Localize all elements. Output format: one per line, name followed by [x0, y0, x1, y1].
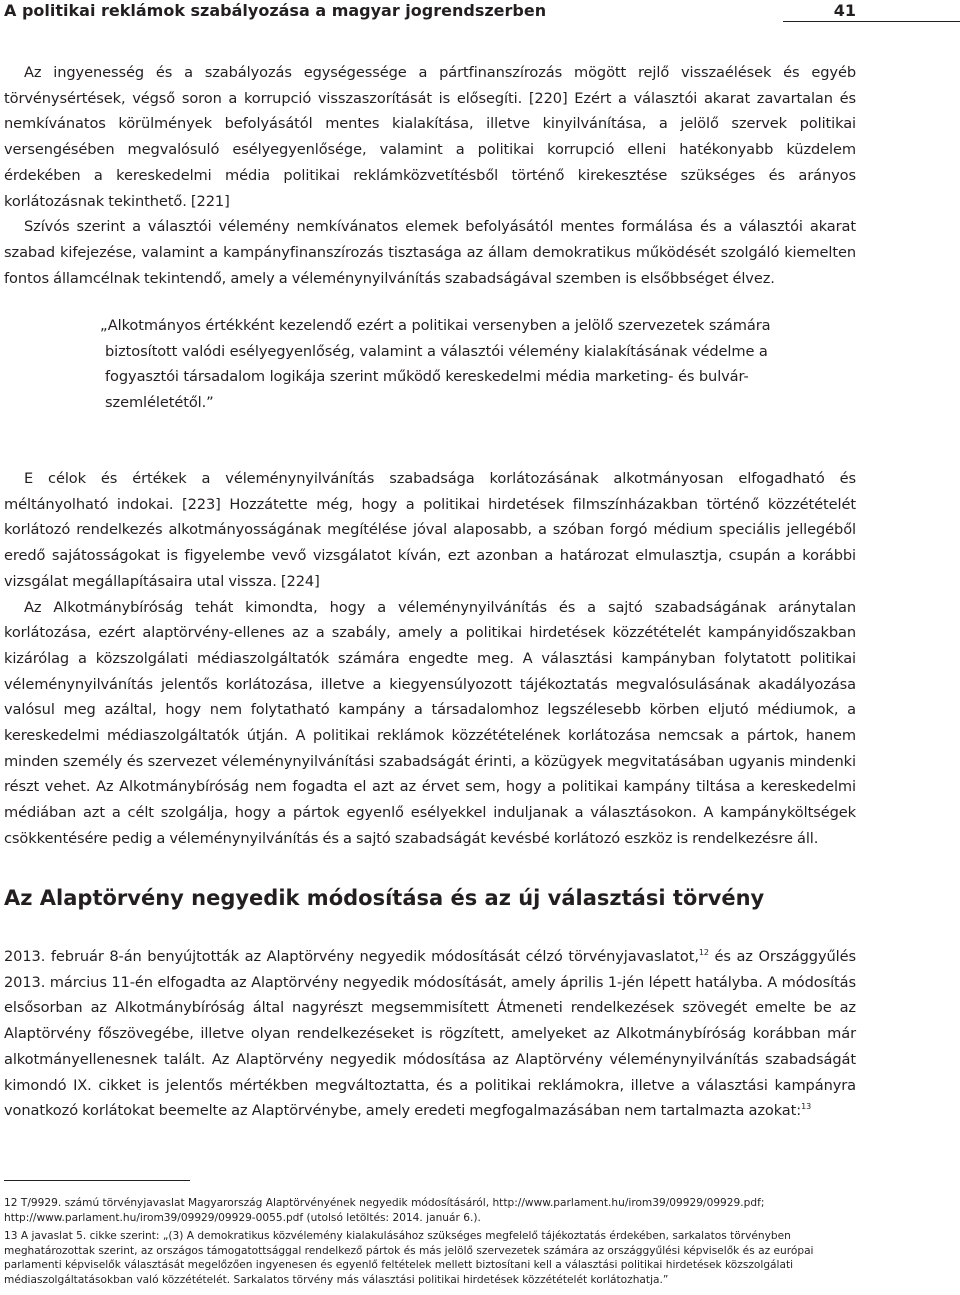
- paragraph-text: Az Alkotmánybíróság tehát kimondta, hogy a véleménynyilvánítás és a sajtó szabadságának aránytalan korlátozása, ezért alaptörvény-ellenes az a szabály, amely a politikai hirdetések közzétételét kampányidőszakban kizárólag a közszolgálati médiaszolgáltatók számára engedte meg. A választási kampányban folytatott politikai véleménynyilvánítás jelentős korlátozása, illetve a kiegyensúlyozott tájékoztatás megvalósulásának akadályozása valósul meg azáltal, hogy nem folytatható kampány a társadalomhoz legszélesebb körben eljutó médiumok, a kereskedelmi médiaszolgáltatók útján. A politikai reklámok közzétételének korlátozása nemcsak a pártok, hanem minden személy és szervezet véleménynyilvánítási szabadságát érinti, a közügyek megvitatásában ugyanis mindenki részt vehet. Az Alkotmánybíróság nem fogadta el azt az érvet sem, hogy a politikai kampány tiltása a kereskedelmi médiában azt a célt szolgálja, hogy a pártok egyenlő esélyekkel induljanak a választásokon. A kampányköltségek csökkentésére pedig a véleménynyilvánítás és a sajtó szabadságát kevésbé korlátozó eszköz is rendelkezésre áll.: [4, 598, 856, 847]
- running-title: A politikai reklámok szabályozása a magyar jogrendszerben: [4, 1, 547, 20]
- footnote: 13 A javaslat 5. cikke szerint: „(3) A demokratikus közvélemény kialakulásához szükséges megfelelő tájékoztatás érdekében, sarkalatos törvényben meghatározottak szerint, az országos támogatottsággal rendelkező pártok és más jelölő szervezetek számára az országgyűlési képviselők és az európai parlamenti képviselők választását megelőzően ingyenesen és egyenlő feltételek mellett biztosítani kell a választási politikai hirdetések közszolgálati médiaszolgáltatásokban való közzétételét. Sarkalatos törvény más választási politikai hirdetések közzétételét korlátozhatja.”: [4, 1230, 814, 1286]
- footnote: 12 T/9929. számú törvényjavaslat Magyarország Alaptörvényének negyedik módosításáról, http://www.parlament.hu/irom39/09929/09929.pdf; http://www.parlament.hu/irom39/09929/09929-0055.pdf (utolsó letöltés: 2014. január 6.).: [4, 1197, 765, 1224]
- quote-line: „Alkotmányos értékként kezelendő ezért a politikai versenyben a jelölő szervezetek számára: [100, 317, 771, 334]
- section-heading: Az Alaptörvény negyedik módosítása és az új választási törvény: [4, 886, 765, 910]
- block-quote: [100, 313, 800, 416]
- header-rule: [783, 21, 960, 22]
- body-paragraph-1: [4, 60, 856, 291]
- footnotes: [4, 1196, 860, 1292]
- quote-line: fogyasztói társadalom logikája szerint működő kereskedelmi média marketing- és bulvár-: [105, 368, 749, 386]
- paragraph-text: [4, 944, 856, 1124]
- footnote-ref: 13: [801, 1102, 812, 1112]
- paragraph-text: E célok és értékek a véleménynyilvánítás szabadsága korlátozásának alkotmányosan elfogadható és méltányolható indokai. [223] Hozzátette még, hogy a politikai hirdetések filmszínházakban történő közzétételét korlátozó rendelkezés alkotmányosságának megítélése jóval alaposabb, a szóban forgó médium speciális jellegéből eredő sajátosságokat is figyelembe vevő vizsgálatot kíván, ezt azonban a határozat elmulasztja, csupán a korábbi vizsgálat megállapításaira utal vissza. [224]: [4, 470, 856, 590]
- footnote-ref: 12: [698, 948, 709, 958]
- quote-line: szemléletétől.”: [105, 394, 214, 412]
- paragraph-text-part: 2013. február 8-án benyújtották az Alaptörvény negyedik módosítását célzó törvényjavaslatot,: [4, 948, 699, 965]
- paragraph-text: Az ingyenesség és a szabályozás egységessége a pártfinanszírozás mögött rejlő visszaélések és egyéb törvénysértések, végső soron a korrupció visszaszorítását is elősegíti. [220] Ezért a választói akarat zavartalan és nemkívánatos körülmények befolyásától mentes kialakítása, illetve kinyilvánítása, a jelölő szervek politikai versengésében megvalósuló esélyegyenlősége, valamint a politikai korrupció elleni hatékonyabb küzdelem érdekében a kereskedelmi média politikai reklámközvetítésből történő kirekesztése szükséges és arányos korlátozásnak tekinthető. [221]: [4, 64, 856, 210]
- page-number: 41: [833, 1, 856, 20]
- body-paragraph-2: [4, 466, 856, 852]
- paragraph-text-part: és az Országgyűlés 2013. március 11-én elfogadta az Alaptörvény negyedik módosítását, amely április 1-jén lépett hatályba. A módosítás elsősorban az Alkotmánybíróság által nagyrészt megsemmisített Átmeneti rendelkezések szövegét emelte be az Alaptörvény főszövegébe, illetve olyan rendelkezéseket is rögzített, amelyeket az Alkotmánybíróság korábban már alkotmányellenesnek talált. Az Alaptörvény negyedik módosítása az Alaptörvény véleménynyilvánítás szabadságát kimondó IX. cikket is jelentős mértékben megváltoztatta, és a politikai reklámokra, illetve a választási kampányra vonatkozó korlátokat beemelte az Alaptörvénybe, amely eredeti megfogalmazásában nem tartalmazta azokat:: [4, 948, 856, 1120]
- footnote-rule: [4, 1180, 190, 1181]
- quote-line: biztosított valódi esélyegyenlőség, valamint a választói vélemény kialakításának védelme a: [105, 342, 768, 360]
- paragraph-text: Szívós szerint a választói vélemény nemkívánatos elemek befolyásától mentes formálása és a választói akarat szabad kifejezése, valamint a kampányfinanszírozás tisztasága az állam demokratikus működését szolgáló kiemelten fontos államcélnak tekintendő, amely a véleménynyilvánítás szabadságával szemben is elsőbbséget élvez.: [4, 218, 856, 287]
- body-paragraph-3: [4, 944, 856, 1124]
- page-header: [0, 0, 960, 24]
